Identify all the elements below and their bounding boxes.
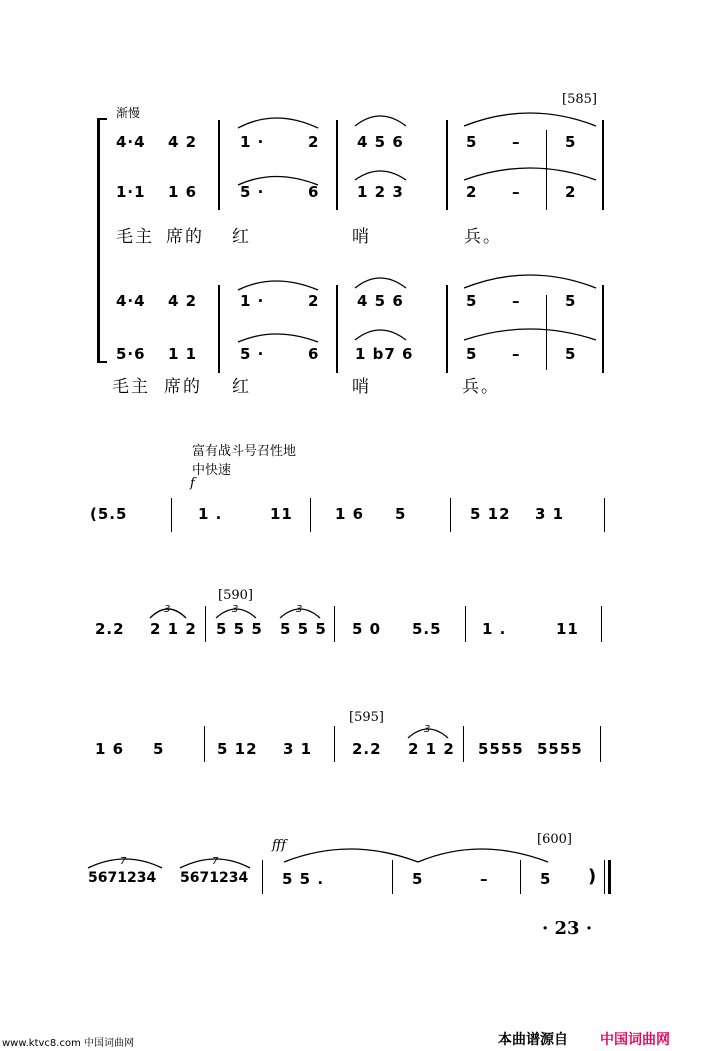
note-group: 5.5 xyxy=(412,620,442,638)
note-group: 11 xyxy=(270,505,293,523)
slur xyxy=(150,609,186,618)
note-group: 1 6 xyxy=(168,183,198,201)
slur xyxy=(238,177,318,186)
tempo-mark: 渐慢 xyxy=(116,106,141,120)
note-group: 5 xyxy=(466,133,478,151)
lyric: 红 xyxy=(232,377,251,397)
note-group: 5 xyxy=(466,345,478,363)
septuplet-mark: 7 xyxy=(212,856,219,867)
note-group: 5555 xyxy=(537,740,583,758)
note-group: 2 xyxy=(565,183,577,201)
note-group: 5 xyxy=(153,740,165,758)
note-group: 3 1 xyxy=(535,505,565,523)
note-group: 5 xyxy=(565,345,577,363)
note-group: 2.2 xyxy=(95,620,125,638)
note-group: 5 xyxy=(565,133,577,151)
slur xyxy=(238,118,318,128)
triplet-mark: 3 xyxy=(296,604,303,615)
slur xyxy=(464,113,596,126)
note-group: 5 xyxy=(540,870,552,888)
note-group: 1 · xyxy=(240,133,265,151)
lyric: 席的 xyxy=(164,377,202,397)
footer-source-label: 本曲谱源自 xyxy=(498,1032,568,1048)
note-group: – xyxy=(512,183,521,201)
note-group: 5555 xyxy=(478,740,524,758)
note-group: 4 2 xyxy=(168,133,198,151)
slur xyxy=(464,275,596,288)
note-group: (5.5 xyxy=(90,505,128,523)
note-group: 6 xyxy=(308,345,320,363)
lyric: 兵。 xyxy=(462,377,500,397)
note-group: 5 5 5 xyxy=(216,620,263,638)
expression-mark: 富有战斗号召性地 xyxy=(192,444,297,459)
note-group: 5671234 xyxy=(180,870,249,886)
note-group: 5 0 xyxy=(352,620,382,638)
note-group: 5·6 xyxy=(116,345,146,363)
note-group: 2.2 xyxy=(352,740,382,758)
note-group: 5 12 xyxy=(470,505,511,523)
lyric: 兵。 xyxy=(464,227,502,247)
note-group: – xyxy=(512,133,521,151)
measure-number: [585] xyxy=(562,92,597,107)
slur xyxy=(464,168,596,180)
slur xyxy=(280,609,320,618)
note-group: 4 2 xyxy=(168,292,198,310)
tempo-mark: 中快速 xyxy=(192,463,232,478)
slur xyxy=(355,116,406,126)
dynamic-mark: f xyxy=(190,476,195,491)
note-group: 2 1 2 xyxy=(150,620,197,638)
page-number: · 23 · xyxy=(542,918,593,939)
note-group: 1 b7 6 xyxy=(355,345,414,363)
slur xyxy=(238,334,318,342)
lyric: 哨 xyxy=(352,377,371,397)
close-paren: ) xyxy=(588,866,598,887)
slur xyxy=(355,330,406,340)
footer-url: www.ktvc8.com 中国词曲网 xyxy=(2,1038,135,1049)
lyric: 毛主 xyxy=(112,377,150,397)
note-group: 5 · xyxy=(240,345,265,363)
slur xyxy=(180,859,250,868)
note-group: 2 xyxy=(308,292,320,310)
note-group: 5 5 . xyxy=(282,870,325,888)
note-group: 1 1 xyxy=(168,345,198,363)
note-group: 2 1 2 xyxy=(408,740,455,758)
septuplet-mark: 7 xyxy=(120,856,127,867)
slur xyxy=(418,849,548,862)
measure-number: [590] xyxy=(218,588,253,603)
triplet-mark: 3 xyxy=(232,604,239,615)
note-group: 2 xyxy=(308,133,320,151)
note-group: 4 5 6 xyxy=(357,133,404,151)
note-group: 4 5 6 xyxy=(357,292,404,310)
note-group: 6 xyxy=(308,183,320,201)
note-group: 4·4 xyxy=(116,292,146,310)
note-group: 5 xyxy=(466,292,478,310)
measure-number: [595] xyxy=(349,710,384,725)
slur xyxy=(238,281,318,290)
note-group: 1 · xyxy=(240,292,265,310)
note-group: 4·4 xyxy=(116,133,146,151)
note-group: 5 12 xyxy=(217,740,258,758)
slur xyxy=(88,859,162,868)
note-group: – xyxy=(480,870,489,888)
note-group: 11 xyxy=(556,620,579,638)
note-group: 3 1 xyxy=(283,740,313,758)
slur xyxy=(284,849,418,862)
note-group: 1 6 xyxy=(335,505,365,523)
lyric: 毛主 xyxy=(116,227,154,247)
note-group: 5 5 5 xyxy=(280,620,327,638)
lyric: 红 xyxy=(232,227,251,247)
slur xyxy=(408,729,448,738)
triplet-mark: 3 xyxy=(164,604,171,615)
note-group: – xyxy=(512,292,521,310)
measure-number: [600] xyxy=(537,832,572,847)
note-group: 1 2 3 xyxy=(357,183,404,201)
lyric: 哨 xyxy=(352,227,371,247)
slur xyxy=(464,329,596,340)
note-group: 1·1 xyxy=(116,183,146,201)
note-group: 1 . xyxy=(198,505,223,523)
note-group: 1 . xyxy=(482,620,507,638)
note-group: 5 xyxy=(395,505,407,523)
slur xyxy=(355,278,406,288)
note-group: 2 xyxy=(466,183,478,201)
triplet-mark: 3 xyxy=(424,724,431,735)
note-group: – xyxy=(512,345,521,363)
note-group: 5671234 xyxy=(88,870,157,886)
lyric: 席的 xyxy=(166,227,204,247)
note-group: 5 · xyxy=(240,183,265,201)
dynamic-mark: fff xyxy=(272,838,287,853)
note-group: 5 xyxy=(565,292,577,310)
note-group: 1 6 xyxy=(95,740,125,758)
footer-site-name: 中国词曲网 xyxy=(600,1032,670,1048)
slur xyxy=(355,171,406,180)
slur xyxy=(216,609,256,618)
note-group: 5 xyxy=(412,870,424,888)
